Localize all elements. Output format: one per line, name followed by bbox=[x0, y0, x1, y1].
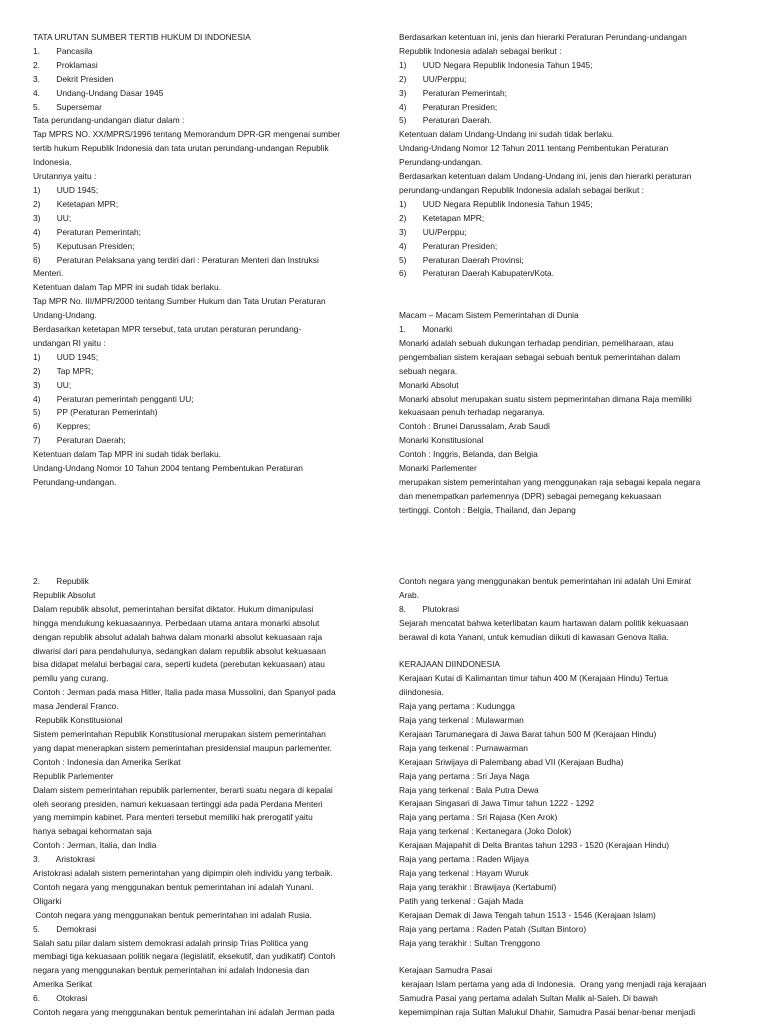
text-line: membagi tiga kekuasaan politik negara (legislatif, eksekutif, dan yudikatif) Contoh bbox=[33, 951, 336, 962]
text-line: 3) UU/Perppu; bbox=[399, 226, 467, 237]
text-line: berawal di kota Yanani, untuk kemudian diikuti di kawasan Genova Italia. bbox=[399, 631, 669, 642]
text-line: Perundang-undangan. bbox=[399, 157, 483, 168]
text-line: 6) Peraturan Pelaksana yang terdiri dari : Peraturan Menteri dan Instruksi bbox=[33, 254, 319, 265]
text-line: diwarisi dari para pendahulunya, sedangkan dalam republik absolut kekuasaan bbox=[33, 645, 326, 656]
text-line: Kerajaan Majapahit di Delta Brantas tahun 1293 - 1520 (Kerajaan Hindu) bbox=[399, 840, 670, 851]
text-line: dan menempatkan parlemennya (DPR) sebagai pemegang kekuasaan bbox=[399, 490, 662, 501]
text-line: sebuah negara. bbox=[399, 365, 458, 376]
text-line: TATA URUTAN SUMBER TERTIB HUKUM DI INDONESIA bbox=[33, 32, 251, 42]
text-line: 5. Supersemar bbox=[33, 101, 102, 112]
text-line: yang memimpin kabinet. Para menteri tersebut memiliki hak prerogatif yaitu bbox=[33, 812, 313, 823]
text-line bbox=[399, 281, 739, 295]
text-line: Oligarki bbox=[33, 895, 62, 906]
text-line: negara yang menggunakan bentuk pemerintahan ini adalah Indonesia dan bbox=[33, 965, 310, 976]
text-line: 3. Aristokrasi bbox=[33, 854, 95, 865]
text-line: Kerajaan Samudra Pasai bbox=[399, 965, 493, 976]
text-line: 3) Peraturan Pemerintah; bbox=[399, 87, 507, 98]
text-line: Undang-Undang Nomor 12 Tahun 2011 tentang Pembentukan Peraturan bbox=[399, 143, 669, 154]
text-line: 1) UUD 1945; bbox=[33, 184, 99, 195]
text-line: masa Jenderal Franco. bbox=[33, 701, 119, 712]
text-line: Raja yang terkenal : Purnawarman bbox=[399, 742, 528, 753]
text-line: Indonesia. bbox=[33, 157, 72, 168]
text-line: Undang-Undang. bbox=[33, 310, 97, 321]
text-line: Kerajaan Sriwijaya di Palembang abad VII (Kerajaan Budha) bbox=[399, 756, 624, 767]
text-line: Berdasarkan ketentuan ini, jenis dan hierarki Peraturan Perundang-undangan bbox=[399, 32, 687, 42]
page1-right-column bbox=[399, 31, 739, 518]
text-line: Contoh : Brunei Darussalam, Arab Saudi bbox=[399, 421, 550, 432]
text-line: 6. Otokrasi bbox=[33, 993, 88, 1004]
text-line: Raja yang terkenal : Bala Putra Dewa bbox=[399, 784, 539, 795]
text-line: Samudra Pasai yang pertama adalah Sultan Malik al-Saleh. Di bawah bbox=[399, 993, 658, 1004]
text-line: Republik Parlementer bbox=[33, 770, 114, 781]
text-line: 1) UUD Negara Republik Indonesia Tahun 1945; bbox=[399, 59, 593, 70]
text-line: Contoh : Indonesia dan Amerika Serikat bbox=[33, 756, 181, 767]
text-line: Salah satu pilar dalam sistem demokrasi adalah prinsip Trias Politica yang bbox=[33, 937, 309, 948]
text-line: Monarki adalah sebuah dukungan terhadap pendirian, pemeliharaan, atau bbox=[399, 337, 674, 348]
text-line: Republik Indonesia adalah sebagai berikut : bbox=[399, 45, 562, 56]
page1-left-column bbox=[33, 31, 373, 490]
text-line: kerajaan Islam pertama yang ada di Indonesia. Orang yang menjadi raja kerajaan bbox=[399, 979, 707, 990]
text-line: kekuasaan penuh terhadap negaranya. bbox=[399, 407, 545, 418]
text-line: Raja yang terakhir : Sultan Trenggono bbox=[399, 937, 541, 948]
text-line: yang dapat menerapkan sistem pemerintahan presidensial maupun parlementer. bbox=[33, 742, 332, 753]
text-line: Ketentuan dalam Tap MPR ini sudah tidak berlaku. bbox=[33, 449, 221, 460]
text-line: 3. Dekrit Presiden bbox=[33, 73, 114, 84]
text-line: Sejarah mencatat bahwa keterlibatan kaum hartawan dalam politik kekuasaan bbox=[399, 617, 689, 628]
text-line: Dalam republik absolut, pemerintahan bersifat diktator. Hukum dimanipulasi bbox=[33, 603, 314, 614]
text-line: pengembalian sistem kerajaan sebagai sebuah bentuk pemerintahan dalam bbox=[399, 351, 681, 362]
text-line: Raja yang terkenal : Hayam Wuruk bbox=[399, 868, 529, 879]
text-line: Tap MPRS NO. XX/MPRS/1996 tentang Memorandum DPR-GR mengenai sumber bbox=[33, 129, 341, 140]
text-line: Republik Konstitusional bbox=[33, 715, 123, 726]
text-line bbox=[399, 950, 739, 964]
text-line: kepemimpinan raja Sultan Malukul Dhahir, Samudra Pasai benar-benar menjadi bbox=[399, 1007, 696, 1018]
text-line: 7) Peraturan Daerah; bbox=[33, 435, 126, 446]
text-line: 5) Keputusan Presiden; bbox=[33, 240, 135, 251]
text-line: Arab. bbox=[399, 589, 420, 600]
text-line: Monarki Absolut bbox=[399, 379, 459, 390]
text-line: Aristokrasi adalah sistem pemerintahan yang dipimpin oleh individu yang terbaik. bbox=[33, 868, 333, 879]
text-line: hingga mendukung kekuasaannya. Perbedaan utama antara monarki absolut bbox=[33, 617, 320, 628]
text-line: 1) UUD 1945; bbox=[33, 351, 99, 362]
text-line: Raja yang pertama : Raden Wijaya bbox=[399, 854, 529, 865]
text-line: 2) Tap MPR; bbox=[33, 365, 94, 376]
text-line: Monarki absolut merupakan suatu sistem pepmerintahan dimana Raja memiliki bbox=[399, 393, 692, 404]
text-line: Tata perundang-undangan diatur dalam : bbox=[33, 115, 185, 126]
text-line: Raja yang pertama : Sri Rajasa (Ken Arok) bbox=[399, 812, 558, 823]
text-line: Kerajaan Kutai di Kalimantan timur tahun 400 M (Kerajaan Hindu) Tertua bbox=[399, 673, 668, 684]
text-line: 2. Republik bbox=[33, 576, 89, 586]
text-line: 4) Peraturan Pemerintah; bbox=[33, 226, 141, 237]
text-line: Patih yang terkenal : Gajah Mada bbox=[399, 895, 524, 906]
text-line: 5. Demokrasi bbox=[33, 923, 97, 934]
text-line: Kerajaan Demak di Jawa Tengah tahun 1513 - 1546 (Kerajaan Islam) bbox=[399, 909, 656, 920]
text-line: 2. Proklamasi bbox=[33, 59, 98, 70]
text-line: 4) Peraturan pemerintah pengganti UU; bbox=[33, 393, 194, 404]
text-line: KERAJAAN DIINDONESIA bbox=[399, 659, 500, 670]
text-line: 2) UU/Perppu; bbox=[399, 73, 467, 84]
text-line: Kerajaan Singasari di Jawa Timur tahun 1222 - 1292 bbox=[399, 798, 595, 809]
text-line: 8. Plutokrasi bbox=[399, 603, 460, 614]
text-line: Contoh negara yang menggunakan bentuk pemerintahan ini adalah Yunani. bbox=[33, 881, 314, 892]
text-line: 4. Undang-Undang Dasar 1945 bbox=[33, 87, 164, 98]
text-line: diindonesia. bbox=[399, 687, 444, 698]
text-line: 2) Ketetapan MPR; bbox=[33, 198, 119, 209]
text-line: bisa didapat melalui berbagai cara, seperti kudeta (perebutan kekuasaan) atau bbox=[33, 659, 325, 670]
text-line: 5) Peraturan Daerah. bbox=[399, 115, 492, 126]
text-line: Urutannya yaitu : bbox=[33, 171, 97, 182]
text-line: Raja yang terakhir : Brawijaya (Kertabumi) bbox=[399, 881, 557, 892]
text-line: 3) UU; bbox=[33, 212, 72, 223]
text-line: Raja yang pertama : Sri Jaya Naga bbox=[399, 770, 530, 781]
text-line: Menteri. bbox=[33, 268, 64, 279]
text-line: 1) UUD Negara Republik Indonesia Tahun 1945; bbox=[399, 198, 593, 209]
text-line: Ketentuan dalam Tap MPR ini sudah tidak berlaku. bbox=[33, 282, 221, 293]
page2-left-column bbox=[33, 575, 373, 1020]
text-line: Berdasarkan ketentuan dalam Undang-Undang ini, jenis dan hierarki peraturan bbox=[399, 171, 692, 182]
text-line: Berdasarkan ketetapan MPR tersebut, tata urutan peraturan perundang- bbox=[33, 324, 302, 335]
text-line: dengan republik absolut adalah bahwa dalam monarki absolut kekuasaan raja bbox=[33, 631, 323, 642]
text-line: Undang-Undang Nomor 10 Tahun 2004 tentang Pembentukan Peraturan bbox=[33, 463, 303, 474]
text-line: Contoh negara yang menggunakan bentuk pemerintahan ini adalah Rusia. bbox=[33, 909, 312, 920]
text-line: Contoh : Jerman, Italia, dan India bbox=[33, 840, 157, 851]
text-line: 1. Monarki bbox=[399, 324, 453, 334]
text-line: Macam – Macam Sistem Pemerintahan di Dunia bbox=[399, 310, 579, 321]
text-line: Contoh negara yang menggunakan bentuk pemerintahan ini adalah Uni Emirat bbox=[399, 576, 691, 586]
text-line: hanya sebagai kehormatan saja bbox=[33, 826, 152, 837]
text-line: Raja yang pertama : Kudungga bbox=[399, 701, 515, 712]
text-line: 6) Peraturan Daerah Kabupaten/Kota. bbox=[399, 268, 555, 279]
text-line: 5) PP (Peraturan Pemerintah) bbox=[33, 407, 158, 418]
text-line: tertinggi. Contoh : Belgia, Thailand, dan Jepang bbox=[399, 504, 576, 515]
text-line: Raja yang terkenal : Mulawarman bbox=[399, 715, 524, 726]
text-line: Amerika Serikat bbox=[33, 979, 93, 990]
text-line: Tap MPR No. III/MPR/2000 tentang Sumber Hukum dan Tata Urutan Peraturan bbox=[33, 296, 326, 307]
text-line: Raja yang pertama : Raden Patah (Sultan Bintoro) bbox=[399, 923, 587, 934]
text-line bbox=[399, 295, 739, 309]
text-line: Republik Absolut bbox=[33, 589, 96, 600]
text-line: 1. Pancasila bbox=[33, 45, 93, 56]
text-line: Monarki Konstitusional bbox=[399, 435, 484, 446]
text-line bbox=[399, 645, 739, 659]
text-line: Dalam sistem pemerintahan republik parlementer, berarti suatu negara di kepalai bbox=[33, 784, 333, 795]
page2-right-column bbox=[399, 575, 739, 1020]
text-line: 2) Ketetapan MPR; bbox=[399, 212, 485, 223]
text-line: Contoh : Inggris, Belanda, dan Belgia bbox=[399, 449, 538, 460]
text-line: oleh seorang presiden, namun kekuasaan tertinggi ada pada Perdana Menteri bbox=[33, 798, 323, 809]
text-line: Contoh : Jerman pada masa Hitler, Italia pada masa Mussolini, dan Spanyol pada bbox=[33, 687, 336, 698]
text-line: Sistem pemerintahan Republik Konstitusional merupakan sistem pemerintahan bbox=[33, 728, 326, 739]
text-line: Kerajaan Tarumanegara di Jawa Barat tahun 500 M (Kerajaan Hindu) bbox=[399, 728, 657, 739]
text-line: 4) Peraturan Presiden; bbox=[399, 101, 498, 112]
text-line: perundang-undangan Republik Indonesia adalah sebagai berikut : bbox=[399, 184, 644, 195]
text-line: tertib hukum Republik Indonesia dan tata urutan perundang-undangan Republik bbox=[33, 143, 329, 154]
text-line: Contoh negara yang menggunakan bentuk pemerintahan ini adalah Jerman pada bbox=[33, 1007, 335, 1018]
text-line: Raja yang terkenal : Kertanegara (Joko Dolok) bbox=[399, 826, 572, 837]
text-line: Ketentuan dalam Undang-Undang ini sudah tidak berlaku. bbox=[399, 129, 615, 140]
text-line: merupakan sistem pemerintahan yang menggunakan raja sebagai kepala negara bbox=[399, 476, 701, 487]
text-line: pemilu yang curang. bbox=[33, 673, 109, 684]
text-line: 4) Peraturan Presiden; bbox=[399, 240, 498, 251]
text-line: undangan RI yaitu : bbox=[33, 337, 106, 348]
text-line: 6) Keppres; bbox=[33, 421, 91, 432]
text-line: Perundang-undangan. bbox=[33, 477, 117, 487]
text-line: 3) UU; bbox=[33, 379, 72, 390]
text-line: 5) Peraturan Daerah Provinsi; bbox=[399, 254, 524, 265]
text-line: Monarki Parlementer bbox=[399, 463, 477, 474]
